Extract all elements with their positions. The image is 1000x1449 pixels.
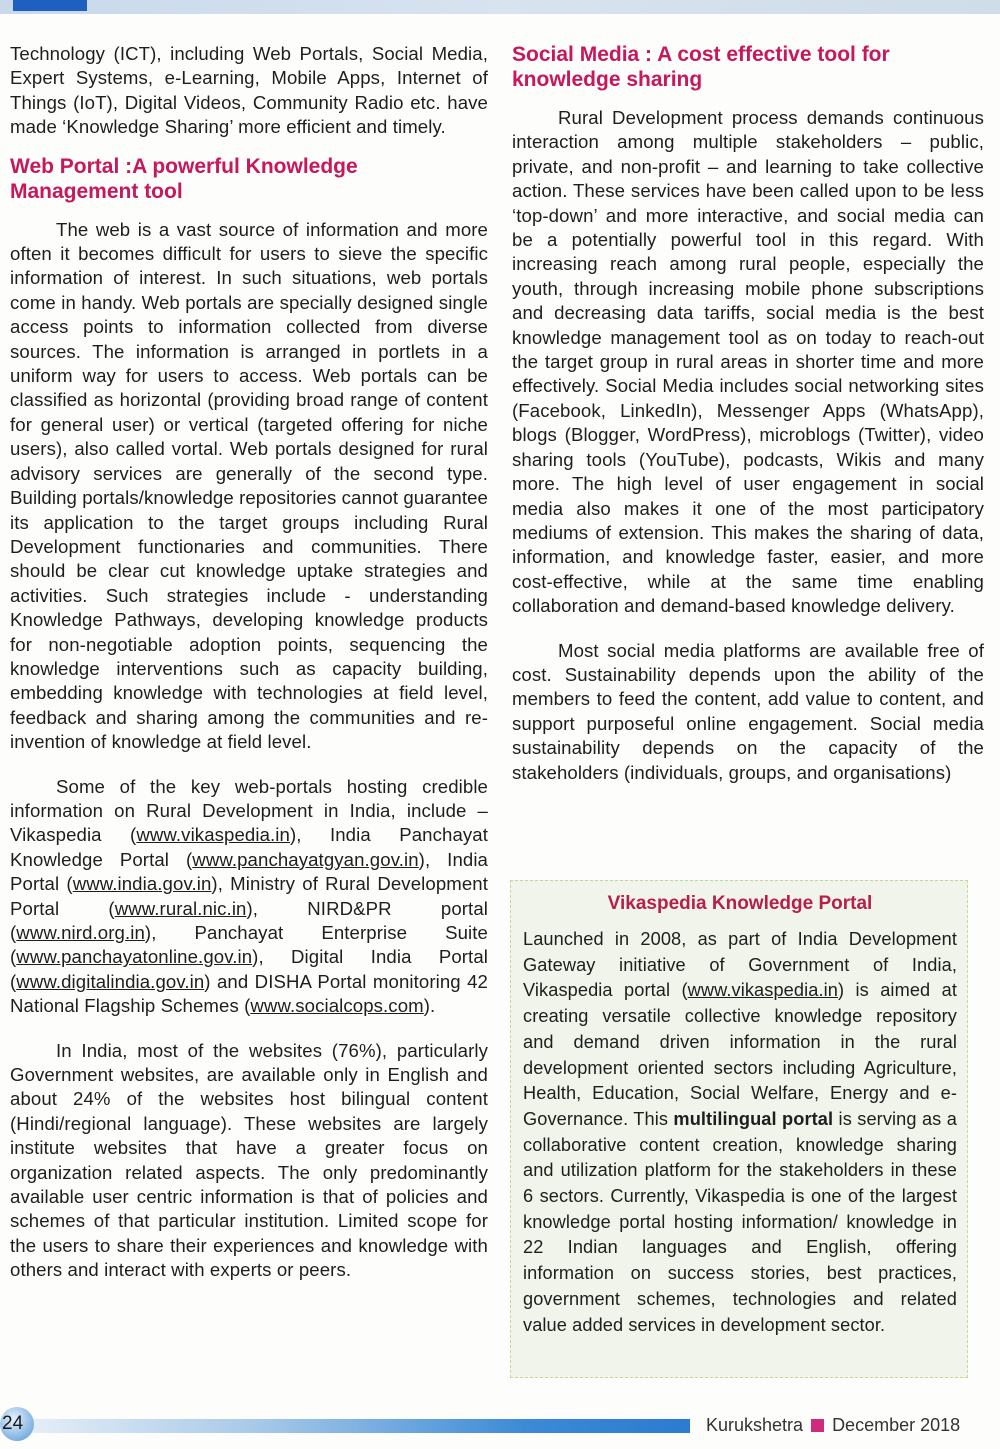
websites-language-paragraph: In India, most of the websites (76%), particularly Government websites, are available only in English and about 24% of the websites host bilingual content (Hindi/regional language). These websites are largely institute websites that have a greater focus on organization related aspects. The only predominantly available user centric information is that of policies and schemes of that particular institution. Limited scope for the users to share their experiences and knowledge with others and interact with experts or peers. (10, 1039, 488, 1281)
footer-bar (30, 1419, 690, 1433)
text: ), Digital India Portal ( (10, 946, 488, 992)
link-india-gov[interactable]: www.india.gov.in (72, 873, 212, 895)
link-nird[interactable]: www.nird.org.in (16, 922, 145, 943)
text: ). (423, 995, 436, 1017)
page-number: 24 (0, 1407, 34, 1441)
vikaspedia-box-paragraph (523, 927, 957, 1338)
header-band (0, 0, 1000, 14)
text: ) and DISHA Portal monitoring 42 National Flagship Schemes ( (10, 970, 488, 1017)
text: Launched in 2008, as part of India Development Gateway initiative of Government of India, Vikaspedia portal ( (523, 929, 957, 1001)
link-panchayatgyan[interactable]: www.panchayatgyan.gov.in (192, 848, 419, 870)
intro-paragraph: Technology (ICT), including Web Portals, Social Media, Expert Systems, e-Learning, Mobile Apps, Internet of Things (IoT), Digital Videos, Community Radio etc. have made ‘Knowledge Sharing’ more efficient and timely. (10, 43, 488, 138)
bold-text: multilingual portal (673, 1108, 834, 1129)
link-socialcops[interactable]: www.socialcops.com (250, 995, 424, 1017)
vikaspedia-sidebar-box (510, 880, 968, 1378)
text: ), NIRD&PR portal ( (10, 897, 488, 943)
key-portals-paragraph (10, 775, 488, 1019)
text: ), India Panchayat Knowledge Portal ( (10, 824, 488, 870)
vikaspedia-box-title: Vikaspedia Knowledge Portal (607, 893, 873, 914)
social-media-paragraph: Rural Development process demands continuous interaction among multiple stakeholders – public, private, and non-profit – and learning to take collective action. These services have been called upon to be less ‘top-down’ and more interactive, and social media can be a potentially powerful tool in this regard. With increasing reach among rural people, especially the youth, through increasing mobile phone subscriptions and decreasing data tariffs, social media is the best knowledge management tool as on today to reach-out the target group in rural areas in shorter time and more effectively. Social Media includes social networking sites (Facebook, LinkedIn), Messenger Apps (WhatsApp), blogs (Blogger, WordPress), microblogs (Twitter), video sharing tools (YouTube), podcasts, Wikis and many more. The high level of user engagement in social media also makes it one of the most participatory mediums of extension. This makes the sharing of data, information, and knowledge faster, easier, and more cost-effective, while at the same time enabling collaboration and demand-based knowledge delivery. (512, 107, 984, 617)
right-column (512, 42, 984, 785)
link-panchayatonline[interactable]: www.panchayatonline.gov.in (16, 946, 253, 968)
footer-publication (706, 1415, 960, 1436)
left-column (10, 42, 488, 1283)
social-media-heading: Social Media : A cost effective tool for knowledge sharing (512, 43, 890, 91)
web-portal-heading: Web Portal :A powerful Knowledge Management tool (10, 154, 358, 203)
text: ), Ministry of Rural Development Portal ( (10, 873, 488, 919)
text: ) is aimed at creating versatile collective knowledge repository and demand driven information in the rural development oriented sectors including Agriculture, Health, Education, Social Welfare, Energy and e-Governance. This (523, 980, 957, 1129)
header-tab-accent (13, 0, 87, 11)
web-portal-paragraph: The web is a vast source of information and more often it becomes difficult for users to sieve the specific information of interest. In such situations, web portals come in handy. Web portals are specially designed single access points to information collected from diverse sources. The information is arranged in portlets in a uniform way for users to access. Web portals can be classified as horizontal (providing broad range of content for general user) or vertical (targeted offering for niche users), also called vortal. Web portals designed for rural advisory services are generally of the second type. Building portals/knowledge repositories cannot guarantee its application to the target groups including Rural Development functionaries and communities. There should be clear cut knowledge uptake strategies and activities. Such strategies include - understanding Knowledge Pathways, developing knowledge products for non-negotiable adoption points, sequencing the knowledge interventions such as capacity building, embedding knowledge with technologies at field level, feedback and sharing among the communities and re-invention of knowledge at field level. (10, 218, 488, 753)
magazine-name: Kurukshetra (706, 1415, 804, 1435)
square-separator-icon (811, 1419, 824, 1432)
text: ), India Portal ( (10, 848, 488, 895)
page-footer (0, 1405, 1000, 1449)
link-vikaspedia-box[interactable]: www.vikaspedia.in (687, 980, 838, 1001)
link-digitalindia[interactable]: www.digitalindia.gov.in (16, 970, 205, 992)
text: ), Panchayat Enterprise Suite ( (10, 922, 488, 968)
link-rural-nic[interactable]: www.rural.nic.in (114, 897, 247, 919)
text: is serving as a collaborative content creation, knowledge sharing and utilization platform for the stakeholders in these 6 sectors. Currently, Vikaspedia is one of the largest knowledge portal hosting information/ knowledge in 22 Indian languages and English, offering information on success stories, best practices, government schemes, technologies and related value added services in development sector. (523, 1108, 957, 1335)
link-vikaspedia[interactable]: www.vikaspedia.in (136, 824, 290, 846)
issue-date: December 2018 (832, 1415, 961, 1435)
sustainability-paragraph: Most social media platforms are available free of cost. Sustainability depends upon the ability of the members to feed the content, add value to content, and support purposeful online engagement. Social media sustainability depends on the capacity of the stakeholders (individuals, groups, and organisations) (512, 639, 984, 783)
text: Some of the key web-portals hosting credible information on Rural Development in India, include – Vikaspedia ( (10, 775, 488, 846)
